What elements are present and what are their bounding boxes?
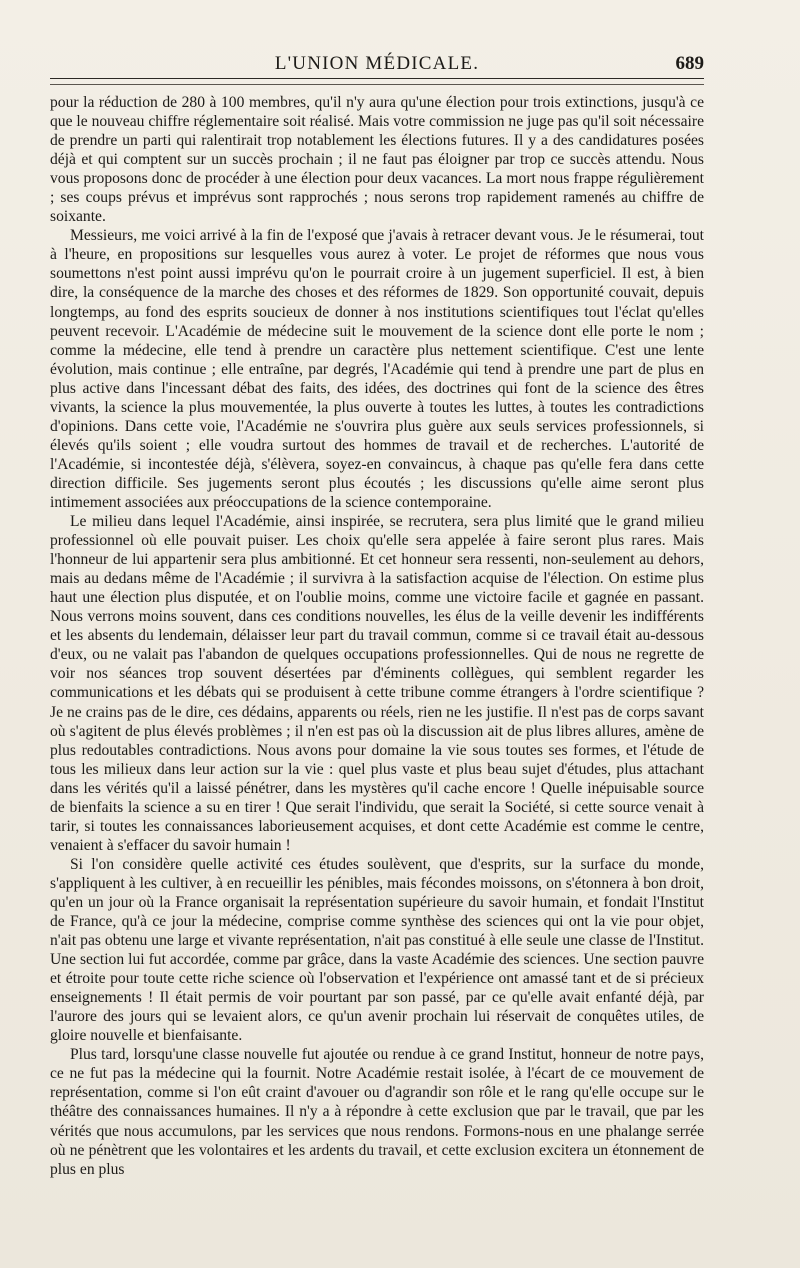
paragraph-2: Messieurs, me voici arrivé à la fin de l'exposé que j'avais à retracer devant vous. Je le résumerai, tout à l'heure, en propositions sur lesquelles vous aurez à voter. Le projet de réformes que nous vous soumettons n'est point aussi imprévu qu'on le pourrait croire à un jugement superficiel. Il est, à bien dire, la conséquence de la marche des choses et des réformes de 1829. Son opportunité couvait, depuis longtemps, au fond des esprits soucieux de donner à nos institutions scientifiques tout l'éclat qu'elles peuvent recevoir. L'Académie de médecine suit le mouvement de la science dont elle porte le nom ; comme la médecine, elle tend à prendre un caractère plus nettement scientifique. C'est une lente évolution, mais continue ; elle entraîne, par degrés, l'Académie qui tend à prendre une part de plus en plus active dans l'incessant débat des faits, des idées, des doctrines qui font de la science des êtres vivants, la science la plus mouvementée, la plus ouverte à toutes les luttes, à toutes les contradictions d'opinions. Dans cette voie, l'Académie ne s'ouvrira plus guère aux seuls services professionnels, si élevés qu'ils soient ; elle voudra surtout des hommes de travail et de recherches. L'autorité de l'Académie, si incontestée déjà, s'élèvera, soyez-en convaincus, à chaque pas qu'elle fera dans cette direction difficile. Ses jugements seront plus écoutés ; les discussions qu'elle aime seront plus intimement associées aux préoccupations de la science contemporaine. [50, 227, 704, 511]
header-rule [50, 84, 704, 85]
paragraph-5: Plus tard, lorsqu'une classe nouvelle fut ajoutée ou rendue à ce grand Institut, honneur de notre pays, ce ne fut pas la médecine qui la fournit. Notre Académie restait isolée, à l'écart de ce mouvement de représentation, comme si l'on eût craint d'avouer ou d'agrandir son rôle et le rang qu'elle occupe sur le théâtre des connaissances humaines. Il n'y a à répondre à cette exclusion que par le travail, que par les vérités que nous accumulons, par les services que nous rendons. Formons-nous en une phalange serrée où ne pénètrent que les volontaires et les ardents du travail, et cette exclusion excitera un étonnement de plus en plus [50, 1046, 704, 1178]
running-head [50, 50, 704, 79]
paragraph-1: pour la réduction de 280 à 100 membres, qu'il n'y aura qu'une élection pour trois extinctions, jusqu'à ce que le nouveau chiffre réglementaire soit réalisé. Mais votre commission ne juge pas qu'il soit nécessaire de prendre un parti qui ralentirait trop notablement les élections futures. Il y a des candidatures posées déjà et qui comptent sur un succès prochain ; il ne faut pas éloigner par trop ce succès attendu. Nous vous proposons donc de procéder à une élection pour deux vacances. La mort nous frappe régulièrement ; ses coups prévus et imprévus sont rapprochés ; nous serons trop rapidement ramenés au chiffre de soixante. [50, 94, 704, 226]
running-title: L'UNION MÉDICALE. [274, 53, 480, 74]
body-text [50, 93, 704, 1179]
page-number: 689 [675, 53, 704, 74]
paragraph-3: Le milieu dans lequel l'Académie, ainsi inspirée, se recrutera, sera plus limité que le grand milieu professionnel où elle pouvait puiser. Les choix qu'elle sera appelée à faire seront plus rares. Mais l'honneur de lui appartenir sera plus ambitionné. Et cet honneur sera ressenti, non-seulement au dehors, mais au dedans même de l'Académie ; il survivra à la satisfaction acquise de l'élection. On estime plus haut une élection plus disputée, et on l'oublie moins, comme une victoire facile et gagnée en passant. Nous verrons moins souvent, dans ces conditions nouvelles, les élus de la veille devenir les indifférents et les absents du lendemain, délaisser leur part du travail commun, comme si ce travail était au-dessous d'eux, ou ne valait pas l'abandon de quelques occupations professionnelles. Qui de nous ne regrette de voir nos séances trop souvent désertées par d'éminents collègues, qui semblent regarder les communications et les débats qui se produisent à cette tribune comme étrangers à l'ordre scientifique ? Je ne crains pas de le dire, ces dédains, apparents ou réels, rien ne les justifie. Il n'est pas de corps savant où s'agitent de plus élevés problèmes ; il n'en est pas où la discussion ait de plus libres allures, amène de plus redoutables contradictions. Nous avons pour domaine la vie sous toutes ses formes, et l'étude de tous les milieux dans leur action sur la vie : quel plus vaste et plus beau sujet d'études, plus attachant dans les vérités qu'il a laissé pénétrer, dans les mystères qu'il cache encore ! Quelle inépuisable source de bienfaits la science a su en tirer ! Que serait l'individu, que serait la Société, si cette source venait à tarir, si toutes les connaissances laborieusement acquises, et dont cette Académie est comme le centre, venaient à s'effacer du savoir humain ! [50, 513, 704, 854]
paragraph-4: Si l'on considère quelle activité ces études soulèvent, que d'esprits, sur la surface du monde, s'appliquent à les cultiver, à en recueillir les pénibles, mais fécondes moissons, on s'étonnera à bon droit, qu'en un jour où la France organisait la représentation supérieure du savoir humain, et fondait l'Institut de France, qu'à ce jour la médecine, comprise comme synthèse des sciences qui ont la vie pour objet, n'ait pas obtenu une large et vivante représentation, n'ait pas constitué à elle seule une classe de l'Institut. Une section lui fut accordée, comme par grâce, dans la vaste Académie des sciences. Une section pauvre et étroite pour toute cette riche science où l'observation et l'expérience ont amassé tant et de si précieux enseignements ! Il était permis de voir pourtant par son passé, par ce qu'elle avait enfanté déjà, par l'aurore des jours qui se levaient alors, ce qu'un avenir prochain lui réservait de conquêtes utiles, de gloire nouvelle et bienfaisante. [50, 855, 704, 1045]
